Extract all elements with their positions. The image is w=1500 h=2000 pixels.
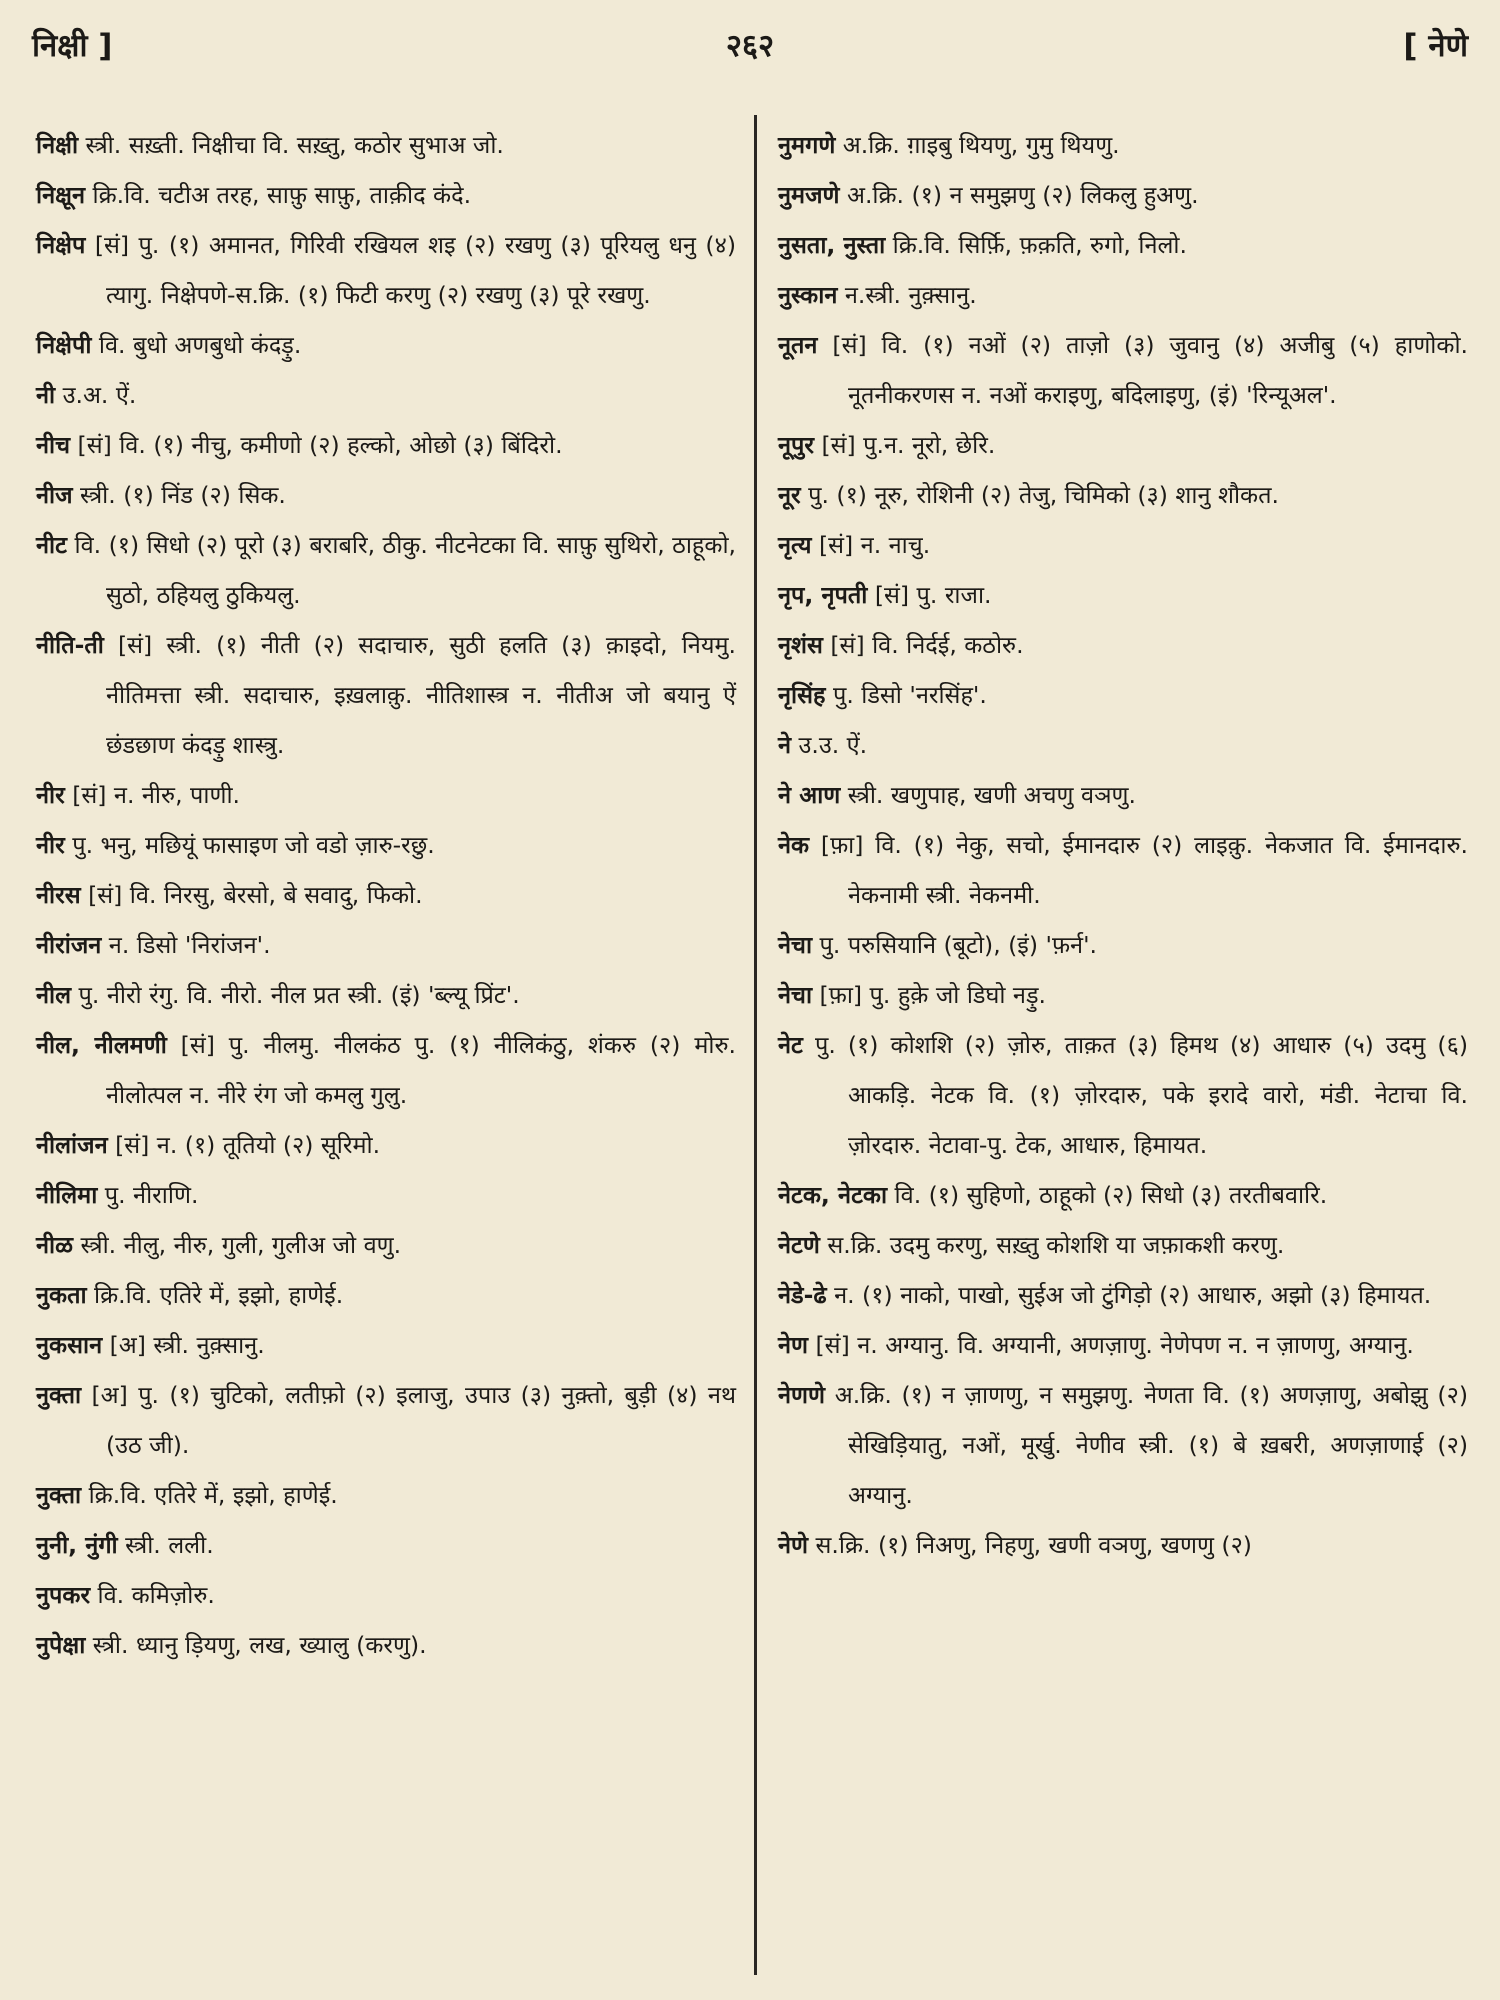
dictionary-entry	[778, 1020, 1468, 1170]
entry-definition: [सं] न. अग्यानु. वि. अग्यानी, अणज़ाणु. नेणेपण न. न ज़ाणणु, अग्यानु.	[808, 1331, 1414, 1359]
entry-headword: नूर	[778, 481, 801, 509]
entry-headword: नृसिंह	[778, 681, 826, 709]
dictionary-entry	[36, 1220, 736, 1270]
entry-definition: उ.अ. ऐं.	[55, 381, 137, 409]
entry-definition: [सं] पु. (१) अमानत, गिरिवी रखियल शइ (२) रखणु (३) पूरियलु धनु (४) त्यागु. निक्षेपणे-स.क्रि. (१) फिटी करणु (२) रखणु (३) पूरे रखणु.	[85, 231, 736, 309]
entry-definition: [सं] न. नाचु.	[811, 531, 931, 559]
entry-headword: निक्षेप	[36, 231, 86, 259]
dictionary-entry	[36, 170, 736, 220]
dictionary-entry	[36, 470, 736, 520]
entry-headword: नीरस	[36, 881, 81, 909]
entry-headword: नीज	[36, 481, 73, 509]
dictionary-entry	[778, 520, 1468, 570]
entry-definition: वि. कमिज़ोरु.	[90, 1581, 215, 1609]
dictionary-entry	[778, 420, 1468, 470]
entry-definition: पु. (१) नूरु, रोशिनी (२) तेजु, चिमिको (३) शानु शौकत.	[800, 481, 1279, 509]
dictionary-entry	[778, 220, 1468, 270]
dictionary-entry	[36, 1520, 736, 1570]
entry-definition: स्त्री. (१) निंड (२) सिक.	[72, 481, 286, 509]
entry-headword: नुसता, नुस्ता	[778, 231, 886, 259]
entry-headword: नेणे	[778, 1531, 809, 1559]
entry-headword: नुकता	[36, 1281, 87, 1309]
dictionary-entry	[36, 970, 736, 1020]
entry-headword: नी	[36, 381, 56, 409]
entry-headword: नील, नीलमणी	[36, 1031, 167, 1059]
entry-definition: अ.क्रि. (१) न ज़ाणणु, न समुझणु. नेणता वि. (१) अणज़ाणु, अबोझु (२) सेखिड़ियातु, नओं, मूर्खु. नेणीव स्त्री. (१) बे ख़बरी, अणज़ाणाई (२) अग्यानु.	[825, 1381, 1468, 1509]
entry-definition: पु. भनु, मछियूं फासाइण जो वडो ज़ारु-रछु.	[64, 831, 435, 859]
entry-headword: निक्षून	[36, 181, 86, 209]
dictionary-entry	[778, 470, 1468, 520]
entry-definition: पु. (१) कोशशि (२) ज़ोरु, ताक़त (३) हिमथ (४) आधारु (५) उदमु (६) आकड़ि. नेटक वि. (१) ज़ोरदारु, पके इरादे वारो, मंडी. नेटाचा वि. ज़ोरदारु. नेटावा-पु. टेक, आधारु, हिमायत.	[802, 1031, 1468, 1159]
entry-headword: नीलांजन	[36, 1131, 108, 1159]
dictionary-entry	[36, 620, 736, 770]
entry-definition: [सं] वि. निर्दई, कठोरु.	[822, 631, 1024, 659]
entry-headword: नेण	[778, 1331, 809, 1359]
entry-definition: [सं] पु. राजा.	[867, 581, 992, 609]
entry-headword: नुनी, नुंगी	[36, 1531, 118, 1559]
entry-headword: निक्षी	[36, 131, 79, 159]
dictionary-entry	[778, 620, 1468, 670]
entry-headword: नुक्ता	[36, 1481, 82, 1509]
entry-definition: [सं] पु. नीलमु. नीलकंठ पु. (१) नीलिकंठु, शंकरु (२) मोरु. नीलोत्पल न. नीरे रंग जो कमलु गुलु.	[106, 1031, 736, 1109]
entry-headword: नीच	[36, 431, 71, 459]
entry-headword: नुपेक्षा	[36, 1631, 86, 1659]
entry-definition: पु. नीरो रंगु. वि. नीरो. नील प्रत स्त्री. (इं) 'ब्ल्यू प्रिंट'.	[71, 981, 520, 1009]
entry-definition: स्त्री. सख़्ती. निक्षीचा वि. सख़्तु, कठोर सुभाअ जो.	[78, 131, 504, 159]
entry-definition: क्रि.वि. एतिरे में, इझो, हाणेई.	[86, 1281, 344, 1309]
entry-headword: नुमजणे	[778, 181, 840, 209]
entry-headword: नृत्य	[778, 531, 812, 559]
column-divider	[754, 115, 757, 1975]
dictionary-entry	[36, 1170, 736, 1220]
dictionary-entry	[778, 270, 1468, 320]
entry-definition: पु. नीराणि.	[97, 1181, 199, 1209]
dictionary-entry	[778, 570, 1468, 620]
entry-headword: नुक्ता	[36, 1381, 82, 1409]
dictionary-entry	[778, 1520, 1468, 1570]
dictionary-entry	[778, 770, 1468, 820]
left-column	[36, 120, 736, 1670]
entry-definition: स्त्री. लली.	[117, 1531, 214, 1559]
entry-definition: [सं] पु.न. नूरो, छेरि.	[814, 431, 996, 459]
header-left-guide-word: निक्षी ]	[32, 28, 113, 64]
entry-headword: नुपकर	[36, 1581, 91, 1609]
dictionary-entry	[36, 820, 736, 870]
entry-definition: क्रि.वि. चटीअ तरह, साफ़ु साफ़ु, ताक़ीद कंदे.	[85, 181, 472, 209]
dictionary-entry	[36, 320, 736, 370]
entry-definition: स्त्री. नीलु, नीरु, गुली, गुलीअ जो वणु.	[73, 1231, 402, 1259]
entry-definition: [फ़ा] वि. (१) नेकु, सचो, ईमानदारु (२) लाइक़ु. नेकजात वि. ईमानदारु. नेकनामी स्त्री. नेकनमी.	[809, 831, 1468, 909]
dictionary-entry	[36, 870, 736, 920]
dictionary-entry	[36, 1320, 736, 1370]
entry-definition: न. (१) नाको, पाखो, सुईअ जो टुंगिड़ो (२) आधारु, अझो (३) हिमायत.	[826, 1281, 1432, 1309]
entry-headword: नीलिमा	[36, 1181, 98, 1209]
entry-headword: नेचा	[778, 931, 813, 959]
entry-headword: नुस्कान	[778, 281, 838, 309]
dictionary-entry	[36, 1620, 736, 1670]
entry-definition: [सं] वि. निरसु, बेरसो, बे सवादु, फिको.	[80, 881, 423, 909]
entry-headword: ने आण	[778, 781, 841, 809]
entry-headword: नेडे-ढे	[778, 1281, 827, 1309]
entry-headword: नेक	[778, 831, 810, 859]
entry-definition: स.क्रि. (१) निअणु, निहणु, खणी वञणु, खणणु (२)	[808, 1531, 1252, 1559]
dictionary-entry	[36, 1120, 736, 1170]
dictionary-entry	[778, 720, 1468, 770]
entry-definition: [सं] वि. (१) नओं (२) ताज़ो (३) जुवानु (४) अजीबु (५) हाणोको. नूतनीकरणस न. नओं कराइणु, बदिलाइणु, (इं) 'रिन्यूअल'.	[817, 331, 1468, 409]
dictionary-entry	[36, 370, 736, 420]
entry-definition: क्रि.वि. एतिरे में, इझो, हाणेई.	[81, 1481, 338, 1509]
dictionary-entry	[778, 1220, 1468, 1270]
entry-definition: [सं] वि. (१) नीचु, कमीणो (२) हल्को, ओछो (३) बिंदिरो.	[70, 431, 563, 459]
header-right-guide-word: [ नेणे	[1403, 28, 1468, 64]
entry-headword: नीर	[36, 831, 65, 859]
entry-definition: [सं] न. नीरु, पाणी.	[64, 781, 240, 809]
dictionary-entry	[778, 320, 1468, 420]
entry-definition: न.स्त्री. नुक़्सानु.	[837, 281, 977, 309]
entry-headword: नृप, नृपती	[778, 581, 868, 609]
entry-headword: नेट	[778, 1031, 803, 1059]
dictionary-entry	[778, 820, 1468, 920]
page-number: २६२	[725, 28, 775, 64]
entry-definition: स.क्रि. उदमु करणु, सख़्तु कोशशि या जफ़ाकशी करणु.	[819, 1231, 1285, 1259]
dictionary-entry	[778, 1370, 1468, 1520]
entry-definition: उ.उ. ऐं.	[791, 731, 868, 759]
entry-headword: नीळ	[36, 1231, 73, 1259]
entry-definition: अ.क्रि. ग़ाइबु थियणु, गुमु थियणु.	[835, 131, 1120, 159]
entry-definition: पु. डिसो 'नरसिंह'.	[825, 681, 987, 709]
entry-headword: नूतन	[778, 331, 818, 359]
dictionary-entry	[36, 920, 736, 970]
dictionary-entry	[778, 1320, 1468, 1370]
entry-headword: नूपुर	[778, 431, 815, 459]
entry-definition: क्रि.वि. सिर्फ़ि, फ़क़ति, रुगो, निलो.	[885, 231, 1187, 259]
entry-headword: नृशंस	[778, 631, 823, 659]
entry-headword: नीति-ती	[36, 631, 104, 659]
dictionary-entry	[36, 1470, 736, 1520]
entry-definition: वि. (१) सिधो (२) पूरो (३) बराबरि, ठीकु. नीटनेटका वि. साफ़ु सुथिरो, ठाहूको, सुठो, ठहियलु ठुकियलु.	[66, 531, 736, 609]
right-column	[778, 120, 1468, 1570]
entry-definition: वि. (१) सुहिणो, ठाहूको (२) सिधो (३) तरतीबवारि.	[887, 1181, 1328, 1209]
entry-definition: [फ़ा] पु. हुक़े जो डिघो नड़ु.	[812, 981, 1047, 1009]
entry-definition: पु. परुसियानि (बूटो), (इं) 'फ़र्न'.	[812, 931, 1098, 959]
dictionary-entry	[36, 1370, 736, 1470]
entry-definition: न. डिसो 'निरांजन'.	[101, 931, 271, 959]
entry-definition: [सं] स्त्री. (१) नीती (२) सदाचारु, सुठी हलति (३) क़ाइदो, नियमु. नीतिमत्ता स्त्री. सदाचारु, इख़लाक़ु. नीतिशास्त्र न. नीतीअ जो बयानु ऐं छंडछाण कंदड़ु शास्त्रु.	[103, 631, 736, 759]
dictionary-entry	[36, 1270, 736, 1320]
entry-headword: नीट	[36, 531, 67, 559]
entry-definition: अ.क्रि. (१) न समुझणु (२) लिकलु हुअणु.	[839, 181, 1199, 209]
dictionary-entry	[36, 520, 736, 620]
dictionary-entry	[778, 920, 1468, 970]
dictionary-entry	[778, 1170, 1468, 1220]
entry-headword: नेचा	[778, 981, 813, 1009]
dictionary-entry	[36, 770, 736, 820]
dictionary-entry	[36, 420, 736, 470]
dictionary-entry	[778, 970, 1468, 1020]
entry-definition: [अ] पु. (१) चुटिको, लतीफ़ो (२) इलाजु, उपाउ (३) नुक़्तो, बुड़ी (४) नथ (उठ जी).	[81, 1381, 736, 1459]
entry-headword: नुकसान	[36, 1331, 103, 1359]
dictionary-entry	[36, 120, 736, 170]
entry-definition: [अ] स्त्री. नुक़्सानु.	[102, 1331, 265, 1359]
entry-definition: [सं] न. (१) तूतियो (२) सूरिमो.	[107, 1131, 381, 1159]
entry-definition: स्त्री. खणुपाह, खणी अचणु वञणु.	[840, 781, 1136, 809]
entry-headword: नेटणे	[778, 1231, 820, 1259]
entry-definition: वि. बुधो अणबुधो कंदड़ु.	[91, 331, 302, 359]
dictionary-entry	[778, 170, 1468, 220]
entry-headword: नुमगणे	[778, 131, 836, 159]
dictionary-entry	[36, 1020, 736, 1120]
entry-headword: नीरांजन	[36, 931, 102, 959]
entry-definition: स्त्री. ध्यानु ड़ियणु, लख, ख्यालु (करणु).	[85, 1631, 427, 1659]
dictionary-entry	[778, 120, 1468, 170]
entry-headword: ने	[778, 731, 792, 759]
entry-headword: नीर	[36, 781, 65, 809]
entry-headword: नेणणे	[778, 1381, 826, 1409]
entry-headword: नेटक, नेटका	[778, 1181, 888, 1209]
dictionary-entry	[778, 670, 1468, 720]
dictionary-entry	[36, 1570, 736, 1620]
dictionary-entry	[36, 220, 736, 320]
dictionary-entry	[778, 1270, 1468, 1320]
entry-headword: निक्षेपी	[36, 331, 92, 359]
entry-headword: नील	[36, 981, 72, 1009]
